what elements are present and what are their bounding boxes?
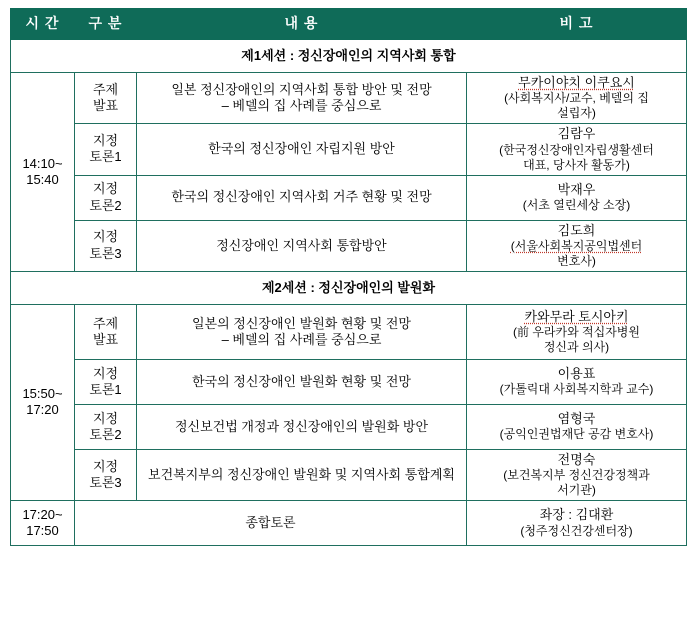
row-content: 한국의 정신장애인 자립지원 방안 [137, 124, 467, 175]
table-header-row [11, 9, 687, 40]
final-time: 17:20~ 17:50 [11, 501, 75, 546]
row-note: 염형국 (공익인권법재단 공감 변호사) [467, 404, 687, 449]
row-content: 한국의 정신장애인 지역사회 거주 현황 및 전망 [137, 175, 467, 220]
row-content: 일본 정신장애인의 지역사회 통합 방안 및 전망 – 베델의 집 사례를 중심으로 [137, 73, 467, 124]
table-row [11, 304, 687, 359]
table-row [11, 175, 687, 220]
row-content: 정신보건법 개정과 정신장애인의 발원화 방안 [137, 404, 467, 449]
final-content: 종합토론 [75, 501, 467, 546]
row-note: 김람우 (한국정신장애인자립생활센터 대표, 당사자 활동가) [467, 124, 687, 175]
row-note: 무카이야치 이쿠요시 (사회복지사/교수, 베델의 집 설립자) [467, 73, 687, 124]
session-2-title: 제2세션 : 정신장애인의 발원화 [11, 271, 687, 304]
table-row [11, 404, 687, 449]
table-row [11, 449, 687, 500]
row-note: 김도희 (서울사회복지공익법센터 변호사) [467, 220, 687, 271]
header-kind: 구 분 [75, 9, 137, 40]
schedule-table [10, 8, 687, 546]
row-note: 카와무라 토시아키 (前 우라카와 적십자병원 정신과 의사) [467, 304, 687, 359]
table-row-final [11, 501, 687, 546]
header-content: 내 용 [137, 9, 467, 40]
table-row [11, 359, 687, 404]
table-row [11, 124, 687, 175]
table-row [11, 220, 687, 271]
row-content: 보건복지부의 정신장애인 발원화 및 지역사회 통합계획 [137, 449, 467, 500]
table-row [11, 73, 687, 124]
row-content: 정신장애인 지역사회 통합방안 [137, 220, 467, 271]
row-content: 한국의 정신장애인 발원화 현황 및 전망 [137, 359, 467, 404]
final-note: 좌장 : 김대환 (청주정신건강센터장) [467, 501, 687, 546]
row-kind: 주제 발표 [75, 73, 137, 124]
header-note: 비 고 [467, 9, 687, 40]
row-note: 박재우 (서초 열린세상 소장) [467, 175, 687, 220]
row-kind: 지정 토론3 [75, 220, 137, 271]
header-time: 시 간 [11, 9, 75, 40]
document-page [0, 8, 700, 620]
session-1-time: 14:10~ 15:40 [11, 73, 75, 272]
session-title-row [11, 271, 687, 304]
row-kind: 지정 토론2 [75, 175, 137, 220]
row-kind: 지정 토론3 [75, 449, 137, 500]
session-title-row [11, 40, 687, 73]
row-kind: 지정 토론1 [75, 359, 137, 404]
row-kind: 지정 토론2 [75, 404, 137, 449]
row-note: 전명숙 (보건복지부 정신건강정책과 서기관) [467, 449, 687, 500]
row-kind: 지정 토론1 [75, 124, 137, 175]
row-content: 일본의 정신장애인 발원화 현황 및 전망 – 베델의 집 사례를 중심으로 [137, 304, 467, 359]
row-kind: 주제 발표 [75, 304, 137, 359]
session-2-time: 15:50~ 17:20 [11, 304, 75, 500]
row-note: 이용표 (가톨릭대 사회복지학과 교수) [467, 359, 687, 404]
session-1-title: 제1세션 : 정신장애인의 지역사회 통합 [11, 40, 687, 73]
